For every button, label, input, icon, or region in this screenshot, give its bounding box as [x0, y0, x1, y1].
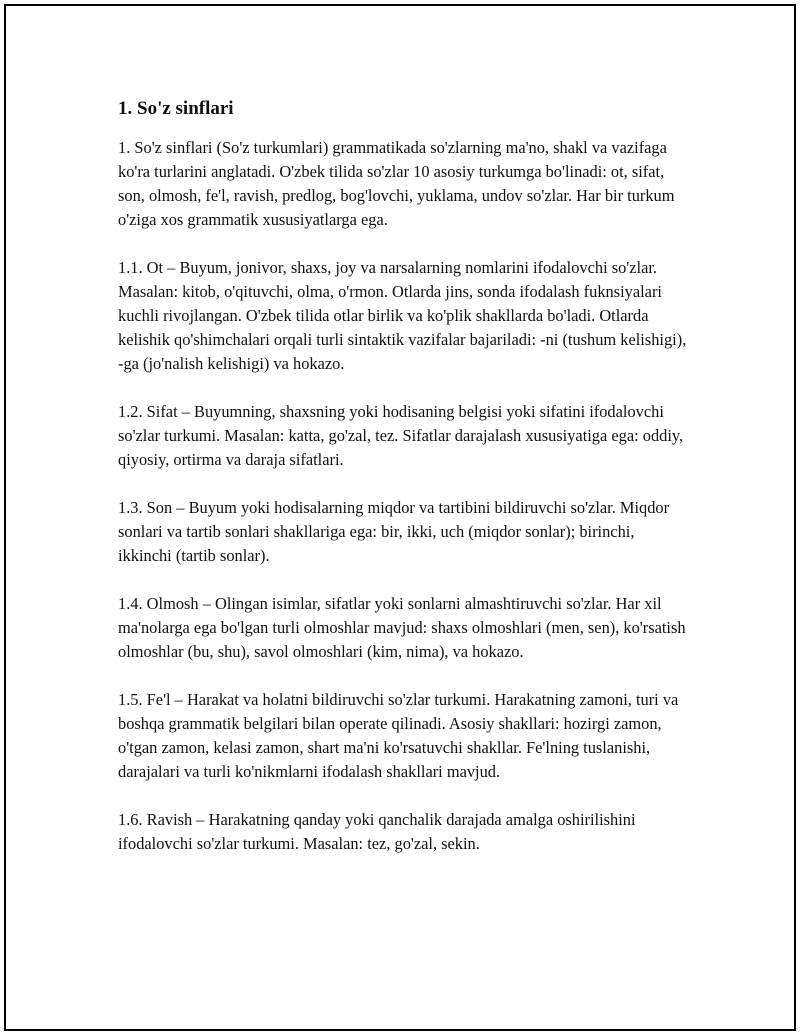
- paragraph-olmosh: 1.4. Olmosh – Olingan isimlar, sifatlar yoki sonlarni almashtiruvchi so'zlar. Har xil ma'nolarga ega bo'lgan turli olmoshlar mavjud: shaxs olmoshlari (men, sen), ko'rsatish olmoshlar (bu, shu), savol olmoshlari (kim, nima), va hokazo.: [118, 594, 686, 661]
- paragraph-son: 1.3. Son – Buyum yoki hodisalarning miqdor va tartibini bildiruvchi so'zlar. Miqdor sonlari va tartib sonlari shakllariga ega: bir, ikki, uch (miqdor sonlar); birinchi, ikkinchi (tartib sonlar).: [118, 498, 670, 565]
- paragraph-ot: 1.1. Ot – Buyum, jonivor, shaxs, joy va narsalarning nomlarini ifodalovchi so'zlar. Masalan: kitob, o'qituvchi, olma, o'rmon. Otlarda jins, sonda ifodalash fuknsiyalari kuchli rivojlangan. O'zbek tilida otlar birlik va ko'plik shakllarda bo'ladi. Otlarda kelishik qo'shimchalari orqali turli sintaktik vazifalar bajariladi: -ni (tushum kelishigi), -ga (jo'nalish kelishigi) va hokazo.: [118, 258, 687, 373]
- paragraph-fel: 1.5. Fe'l – Harakat va holatni bildiruvchi so'zlar turkumi. Harakatning zamoni, turi va boshqa grammatik belgilari bilan operate qilinadi. Asosiy shakllari: hozirgi zamon, o'tgan zamon, kelasi zamon, shart ma'ni ko'rsatuvchi shakllar. Fe'lning tuslanishi, darajalari va turli ko'nikmlarni ifodalash shakllari mavjud.: [118, 690, 679, 781]
- page-frame: [4, 4, 796, 1031]
- paragraph-intro: 1. So'z sinflari (So'z turkumlari) grammatikada so'zlarning ma'no, shakl va vazifaga ko'ra turlarini anglatadi. O'zbek tilida so'zlar 10 asosiy turkumga bo'linadi: ot, sifat, son, olmosh, fe'l, ravish, predlog, bog'lovchi, yuklama, undov so'zlar. Har bir turkum o'ziga xos grammatik xususiyatlarga ega.: [118, 138, 675, 229]
- paragraph-sifat: 1.2. Sifat – Buyumning, shaxsning yoki hodisaning belgisi yoki sifatini ifodalovchi so'zlar turkumi. Masalan: katta, go'zal, tez. Sifatlar darajalash xususiyatiga ega: oddiy, qiyosiy, ortirma va daraja sifatlari.: [118, 402, 684, 469]
- paragraph-ravish: 1.6. Ravish – Harakatning qanday yoki qanchalik darajada amalga oshirilishini ifodalovchi so'zlar turkumi. Masalan: tez, go'zal, sekin.: [118, 810, 636, 853]
- page-title: 1. So'z sinflari: [118, 98, 234, 119]
- document-body: [118, 96, 688, 880]
